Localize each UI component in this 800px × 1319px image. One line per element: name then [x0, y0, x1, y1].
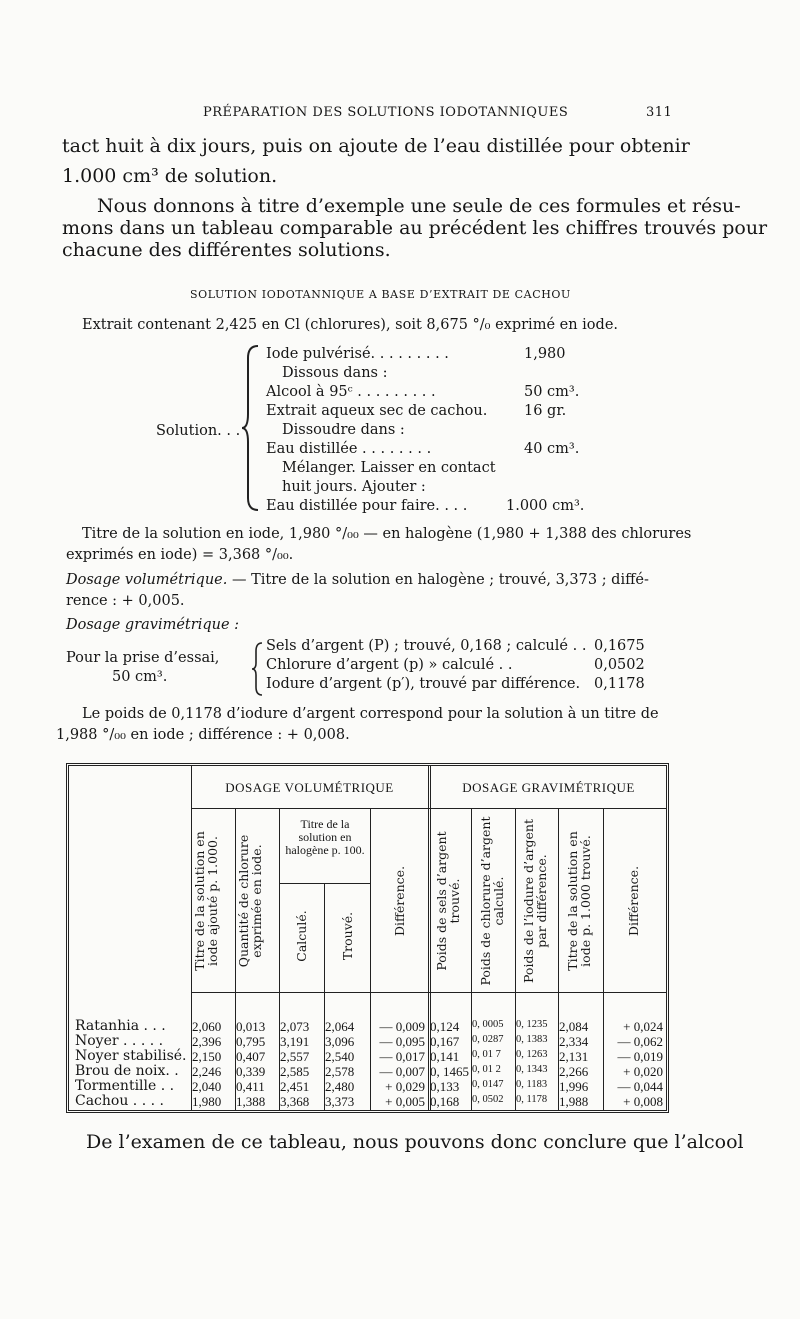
table-cell: 0,013	[236, 1019, 266, 1034]
table-cell: 2,334	[559, 1034, 589, 1049]
gravimetric-row-value: 0,0502	[594, 657, 645, 673]
running-title: PRÉPARATION DES SOLUTIONS IODOTANNIQUES	[203, 105, 569, 120]
gravimetric-row-text: Sels d’argent (P) ; trouvé, 0,168 ; calculé . .	[266, 638, 587, 654]
prise-essai-volume: 50 cm³.	[112, 669, 168, 685]
solution-item-text: Extrait aqueux sec de cachou.	[266, 403, 488, 419]
table-cell: 0, 0147	[472, 1079, 504, 1090]
table-row-label: Noyer stabilisé.	[75, 1048, 187, 1064]
table-cell: — 0,044	[617, 1079, 663, 1094]
table-cell: 2,451	[280, 1079, 310, 1094]
intro-line: Nous donnons à titre d’exemple une seule de ces formules et résu-	[97, 195, 741, 217]
gravimetric-brace	[250, 641, 264, 697]
table-cell: 2,084	[559, 1019, 589, 1034]
table-cell: 0, 0502	[472, 1094, 504, 1105]
intro-line: tact huit à dix jours, puis on ajoute de l’eau distillée pour obtenir	[62, 135, 690, 157]
col-titre-halogene: Titre de la solution en halogène p. 100.	[285, 817, 365, 857]
table-cell: 0, 01 7	[472, 1049, 501, 1060]
table-cell: 1,388	[236, 1094, 266, 1109]
table-cell: 0, 1343	[516, 1064, 548, 1075]
table-cell: 2,064	[325, 1019, 355, 1034]
table-row-label: Brou de noix. .	[75, 1063, 179, 1079]
table-cell: + 0,029	[385, 1079, 425, 1094]
solution-item-value: 40 cm³.	[524, 441, 580, 457]
table-cell: 2,060	[192, 1019, 222, 1034]
table-cell: 2,578	[325, 1064, 355, 1079]
table-cell: 0, 1263	[516, 1049, 548, 1060]
table-cell: 0,133	[430, 1079, 460, 1094]
solution-item-text: Dissoudre dans :	[282, 422, 405, 438]
table-cell: 2,040	[192, 1079, 222, 1094]
table-cell: + 0,024	[623, 1019, 663, 1034]
intro-line: mons dans un tableau comparable au précédent les chiffres trouvés pour	[62, 217, 768, 239]
table-cell: 2,557	[280, 1049, 310, 1064]
solution-item-value: 16 gr.	[524, 403, 567, 419]
table-cell: 3,191	[280, 1034, 310, 1049]
col-trouve: Trouvé.	[340, 911, 355, 961]
table-cell: 2,131	[559, 1049, 589, 1064]
table-cell: — 0,017	[379, 1049, 425, 1064]
solution-label: Solution. . .	[156, 423, 241, 439]
table-cell: 3,096	[325, 1034, 355, 1049]
table-cell: 0,124	[430, 1019, 460, 1034]
table-cell: + 0,005	[385, 1094, 425, 1109]
gravimetric-row-value: 0,1178	[594, 676, 645, 692]
closing-line: De l’examen de ce tableau, nous pouvons donc conclure que l’alcool	[86, 1131, 744, 1153]
table-cell: 0, 0005	[472, 1019, 504, 1030]
col-quantite-chlorure: Quantité de chlorure exprimée en iode.	[236, 834, 264, 968]
table-cell: 3,373	[325, 1094, 355, 1109]
table-cell: 0, 0287	[472, 1034, 504, 1045]
table-row-label: Tormentille . .	[75, 1078, 175, 1094]
page-number: 311	[646, 105, 673, 120]
solution-item-text: Iode pulvérisé. . . . . . . . .	[266, 346, 449, 362]
dosage-gravimetrique-label: Dosage gravimétrique :	[66, 617, 240, 633]
table-cell: 2,540	[325, 1049, 355, 1064]
table-cell: 2,266	[559, 1064, 589, 1079]
intro-line: 1.000 cm³ de solution.	[62, 165, 278, 187]
table-cell: 0, 1465	[430, 1064, 469, 1079]
table-cell: 0,411	[236, 1079, 265, 1094]
poids-line: Le poids de 0,1178 d’iodure d’argent correspond pour la solution à un titre de	[82, 706, 659, 722]
col-difference-2: Différence.	[626, 865, 641, 937]
poids-line: 1,988 °/₀₀ en iode ; différence : + 0,008.	[56, 727, 350, 743]
table-cell: — 0,095	[379, 1034, 425, 1049]
section-title: SOLUTION IODOTANNIQUE A BASE D’EXTRAIT DE CACHOU	[190, 288, 571, 301]
table-cell: — 0,019	[617, 1049, 663, 1064]
table-cell: 2,480	[325, 1079, 355, 1094]
dosage-volumetrique-text: Dosage volumétrique. — Titre de la solution en halogène ; trouvé, 3,373 ; diffé-	[66, 572, 649, 588]
group-gravimetrique: DOSAGE GRAVIMÉTRIQUE	[462, 780, 635, 795]
table-cell: 0,407	[236, 1049, 266, 1064]
solution-item-value: 1.000 cm³.	[506, 498, 585, 514]
table-cell: — 0,062	[617, 1034, 663, 1049]
table-row-label: Cachou . . . .	[75, 1093, 164, 1109]
table-cell: 0,339	[236, 1064, 266, 1079]
table-cell: 2,073	[280, 1019, 310, 1034]
table-cell: 1,996	[559, 1079, 589, 1094]
col-titre-solution: Titre de la solution en iode ajouté p. 1.000.	[192, 831, 220, 971]
solution-item-text: Mélanger. Laisser en contact	[282, 460, 496, 476]
solution-item-value: 1,980	[524, 346, 566, 362]
solution-item-text: Eau distillée . . . . . . . .	[266, 441, 432, 457]
col-poids-chlorure: Poids de chlorure d’argent calculé.	[478, 816, 506, 986]
table-cell: 1,988	[559, 1094, 589, 1109]
solution-item-text: Dissous dans :	[282, 365, 388, 381]
gravimetric-row-text: Iodure d’argent (p′), trouvé par différence.	[266, 676, 581, 692]
group-volumetrique: DOSAGE VOLUMÉTRIQUE	[225, 780, 394, 795]
table-cell: — 0,007	[379, 1064, 425, 1079]
col-calcule: Calculé.	[294, 910, 309, 962]
table-cell: 0,168	[430, 1094, 460, 1109]
table-cell: 2,396	[192, 1034, 222, 1049]
table-cell: 1,980	[192, 1094, 222, 1109]
col-titre-trouve: Titre de la solution en iode p. 1.000 trouvé.	[565, 831, 593, 971]
solution-item-text: Eau distillée pour faire. . . .	[266, 498, 468, 514]
col-poids-iodure: Poids de l’iodure d’argent par différence.	[521, 819, 549, 983]
table-cell: 0, 1178	[516, 1094, 548, 1105]
gravimetric-row-text: Chlorure d’argent (p) » calculé . .	[266, 657, 513, 673]
titre-line: exprimés en iode) = 3,368 °/₀₀.	[66, 547, 294, 563]
col-difference-1: Différence.	[392, 865, 407, 937]
gravimetric-row-value: 0,1675	[594, 638, 645, 654]
table-cell: 0,795	[236, 1034, 266, 1049]
table-row-label: Noyer . . . . .	[75, 1033, 164, 1049]
table-cell: 2,246	[192, 1064, 222, 1079]
prise-essai-label: Pour la prise d’essai,	[66, 650, 220, 666]
table-cell: 0, 1383	[516, 1034, 548, 1045]
solution-item-text: Alcool à 95ᶜ . . . . . . . . .	[266, 384, 436, 400]
table-cell: 0, 01 2	[472, 1064, 501, 1075]
solution-item-value: 50 cm³.	[524, 384, 580, 400]
table-cell: 2,150	[192, 1049, 222, 1064]
col-poids-sels: Poids de sels d’argent trouvé.	[434, 831, 462, 971]
extract-line: Extrait contenant 2,425 en Cl (chlorures), soit 8,675 °/₀ exprimé en iode.	[82, 317, 619, 333]
dosage-volumetrique-diff: rence : + 0,005.	[66, 593, 185, 609]
table-cell: 0, 1235	[516, 1019, 548, 1030]
table-cell: + 0,020	[623, 1064, 663, 1079]
table-cell: 0, 1183	[516, 1079, 548, 1090]
solution-item-text: huit jours. Ajouter :	[282, 479, 426, 495]
intro-line: chacune des différentes solutions.	[62, 239, 391, 261]
table-cell: 2,585	[280, 1064, 310, 1079]
titre-line: Titre de la solution en iode, 1,980 °/₀₀ — en halogène (1,980 + 1,388 des chlorures	[82, 526, 692, 542]
table-cell: — 0,009	[379, 1019, 425, 1034]
table-cell: 3,368	[280, 1094, 310, 1109]
comparison-table	[66, 763, 669, 1113]
table-cell: 0,167	[430, 1034, 460, 1049]
table-row-label: Ratanhia . . .	[75, 1018, 166, 1034]
table-cell: + 0,008	[623, 1094, 663, 1109]
solution-brace	[240, 344, 262, 512]
table-cell: 0,141	[430, 1049, 460, 1064]
